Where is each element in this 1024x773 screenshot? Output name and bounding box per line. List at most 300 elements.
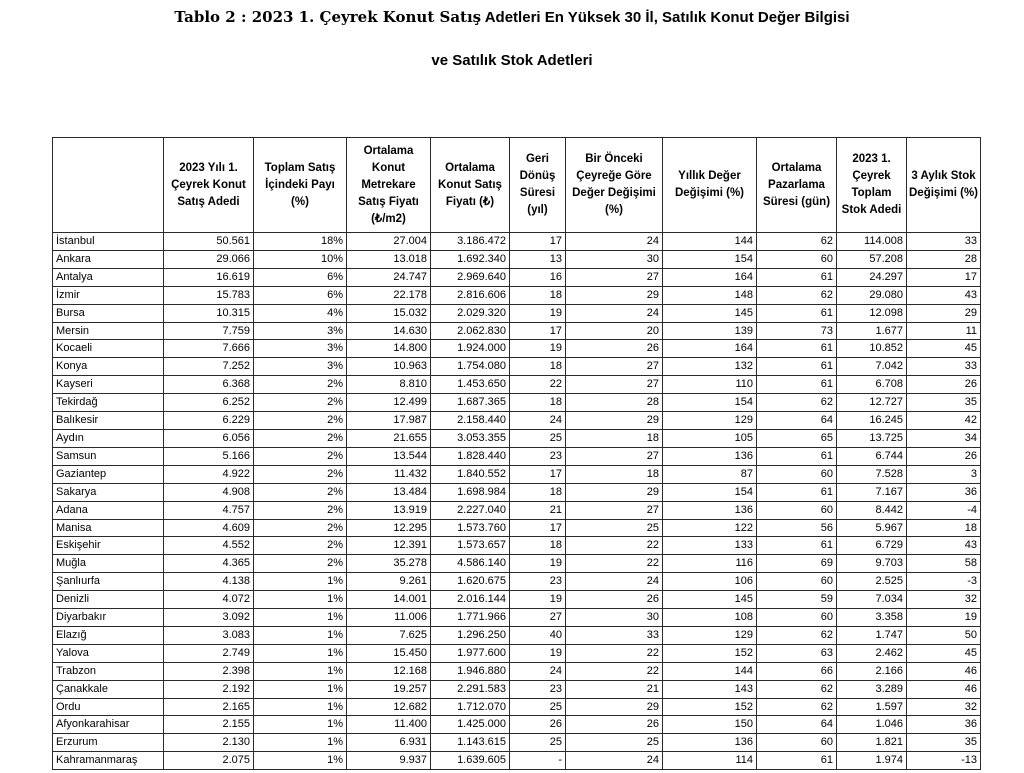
cell-province: Kocaeli — [53, 340, 164, 358]
cell-marketing-days: 73 — [757, 322, 837, 340]
cell-sales-share: 6% — [254, 286, 347, 304]
cell-marketing-days: 61 — [757, 483, 837, 501]
cell-sales-count: 2.398 — [164, 662, 254, 680]
cell-marketing-days: 59 — [757, 591, 837, 609]
cell-quarterly-change: 29 — [566, 412, 663, 430]
cell-province: Aydın — [53, 429, 164, 447]
cell-province: Antalya — [53, 268, 164, 286]
cell-stock-count: 8.442 — [837, 501, 907, 519]
cell-quarterly-change: 24 — [566, 304, 663, 322]
cell-stock-count: 1.974 — [837, 752, 907, 770]
cell-province: Afyonkarahisar — [53, 716, 164, 734]
cell-sales-share: 1% — [254, 734, 347, 752]
cell-sales-share: 1% — [254, 716, 347, 734]
cell-quarterly-change: 22 — [566, 555, 663, 573]
cell-sales-count: 2.749 — [164, 644, 254, 662]
cell-avg-price: 1.573.760 — [431, 519, 510, 537]
cell-province: Eskişehir — [53, 537, 164, 555]
table-row — [53, 752, 981, 770]
table-row — [53, 322, 981, 340]
cell-quarterly-change: 27 — [566, 501, 663, 519]
cell-payback-years: 18 — [510, 286, 566, 304]
cell-sales-share: 3% — [254, 358, 347, 376]
table-row — [53, 716, 981, 734]
cell-sqm-price: 19.257 — [347, 680, 431, 698]
cell-marketing-days: 60 — [757, 573, 837, 591]
cell-sales-share: 1% — [254, 591, 347, 609]
cell-marketing-days: 66 — [757, 662, 837, 680]
cell-quarterly-change: 20 — [566, 322, 663, 340]
cell-sales-count: 2.192 — [164, 680, 254, 698]
cell-sqm-price: 24.747 — [347, 268, 431, 286]
cell-province: Diyarbakır — [53, 609, 164, 627]
cell-payback-years: 19 — [510, 644, 566, 662]
column-header-payback-years: Geri Dönüş Süresi (yıl) — [510, 138, 566, 233]
cell-annual-change: 105 — [663, 429, 757, 447]
cell-avg-price: 1.639.605 — [431, 752, 510, 770]
cell-stock-count: 1.821 — [837, 734, 907, 752]
cell-avg-price: 1.425.000 — [431, 716, 510, 734]
cell-sales-count: 4.908 — [164, 483, 254, 501]
cell-stock-change: 26 — [907, 447, 981, 465]
cell-annual-change: 164 — [663, 340, 757, 358]
cell-province: Sakarya — [53, 483, 164, 501]
cell-quarterly-change: 29 — [566, 483, 663, 501]
table-row — [53, 644, 981, 662]
table-row — [53, 394, 981, 412]
cell-quarterly-change: 27 — [566, 447, 663, 465]
cell-marketing-days: 61 — [757, 268, 837, 286]
cell-payback-years: 21 — [510, 501, 566, 519]
cell-payback-years: 24 — [510, 412, 566, 430]
table-title-bold-part: Tablo 2 : 2023 1. Çeyrek Konut Satış — [174, 8, 482, 26]
cell-payback-years: 40 — [510, 626, 566, 644]
cell-quarterly-change: 27 — [566, 268, 663, 286]
cell-stock-change: 19 — [907, 609, 981, 627]
cell-marketing-days: 61 — [757, 752, 837, 770]
cell-province: Ordu — [53, 698, 164, 716]
column-header-sqm-price: Ortalama Konut Metrekare Satış Fiyatı (₺/m2) — [347, 138, 431, 233]
cell-province: Kayseri — [53, 376, 164, 394]
cell-sqm-price: 13.919 — [347, 501, 431, 519]
cell-province: Tekirdağ — [53, 394, 164, 412]
cell-province: Elazığ — [53, 626, 164, 644]
cell-sqm-price: 11.006 — [347, 609, 431, 627]
cell-stock-count: 3.289 — [837, 680, 907, 698]
cell-marketing-days: 62 — [757, 698, 837, 716]
cell-province: Konya — [53, 358, 164, 376]
table-row — [53, 626, 981, 644]
cell-quarterly-change: 25 — [566, 519, 663, 537]
cell-stock-count: 6.744 — [837, 447, 907, 465]
cell-annual-change: 144 — [663, 233, 757, 251]
cell-sqm-price: 27.004 — [347, 233, 431, 251]
cell-sqm-price: 17.987 — [347, 412, 431, 430]
cell-annual-change: 150 — [663, 716, 757, 734]
cell-province: Balıkesir — [53, 412, 164, 430]
cell-quarterly-change: 24 — [566, 752, 663, 770]
cell-avg-price: 1.977.600 — [431, 644, 510, 662]
cell-sqm-price: 12.295 — [347, 519, 431, 537]
cell-stock-change: 33 — [907, 358, 981, 376]
cell-sqm-price: 12.499 — [347, 394, 431, 412]
cell-quarterly-change: 24 — [566, 573, 663, 591]
cell-annual-change: 106 — [663, 573, 757, 591]
column-header-avg-price: Ortalama Konut Satış Fiyatı (₺) — [431, 138, 510, 233]
cell-sqm-price: 13.484 — [347, 483, 431, 501]
cell-sales-share: 6% — [254, 268, 347, 286]
cell-payback-years: 18 — [510, 537, 566, 555]
cell-stock-count: 7.528 — [837, 465, 907, 483]
cell-quarterly-change: 27 — [566, 358, 663, 376]
cell-annual-change: 108 — [663, 609, 757, 627]
cell-sales-count: 4.552 — [164, 537, 254, 555]
cell-avg-price: 3.186.472 — [431, 233, 510, 251]
cell-avg-price: 1.620.675 — [431, 573, 510, 591]
cell-sales-share: 2% — [254, 501, 347, 519]
cell-avg-price: 1.754.080 — [431, 358, 510, 376]
cell-stock-change: 46 — [907, 680, 981, 698]
cell-payback-years: 22 — [510, 376, 566, 394]
cell-sales-share: 18% — [254, 233, 347, 251]
table-row — [53, 573, 981, 591]
cell-stock-change: 34 — [907, 429, 981, 447]
cell-avg-price: 2.227.040 — [431, 501, 510, 519]
cell-stock-change: 17 — [907, 268, 981, 286]
cell-sqm-price: 13.544 — [347, 447, 431, 465]
cell-avg-price: 1.296.250 — [431, 626, 510, 644]
cell-stock-change: 58 — [907, 555, 981, 573]
cell-marketing-days: 60 — [757, 465, 837, 483]
cell-quarterly-change: 18 — [566, 465, 663, 483]
cell-sqm-price: 15.450 — [347, 644, 431, 662]
cell-marketing-days: 56 — [757, 519, 837, 537]
cell-payback-years: 27 — [510, 609, 566, 627]
cell-sales-count: 15.783 — [164, 286, 254, 304]
table-body — [53, 233, 981, 770]
cell-sales-share: 2% — [254, 555, 347, 573]
table-row — [53, 483, 981, 501]
cell-annual-change: 164 — [663, 268, 757, 286]
cell-annual-change: 114 — [663, 752, 757, 770]
cell-marketing-days: 64 — [757, 412, 837, 430]
cell-sales-share: 1% — [254, 573, 347, 591]
table-row — [53, 537, 981, 555]
cell-province: Muğla — [53, 555, 164, 573]
cell-sales-count: 3.083 — [164, 626, 254, 644]
province-housing-table — [52, 137, 981, 770]
cell-payback-years: 17 — [510, 465, 566, 483]
cell-stock-count: 29.080 — [837, 286, 907, 304]
cell-sqm-price: 12.391 — [347, 537, 431, 555]
cell-stock-change: 35 — [907, 394, 981, 412]
cell-payback-years: - — [510, 752, 566, 770]
cell-sales-share: 2% — [254, 394, 347, 412]
cell-annual-change: 152 — [663, 644, 757, 662]
header-row — [53, 138, 981, 233]
column-header-sales-share: Toplam Satış İçindeki Payı (%) — [254, 138, 347, 233]
cell-marketing-days: 62 — [757, 394, 837, 412]
table-title — [0, 8, 1024, 27]
cell-sales-share: 2% — [254, 376, 347, 394]
cell-stock-count: 114.008 — [837, 233, 907, 251]
cell-stock-count: 9.703 — [837, 555, 907, 573]
cell-quarterly-change: 28 — [566, 394, 663, 412]
cell-stock-count: 1.747 — [837, 626, 907, 644]
cell-sqm-price: 14.001 — [347, 591, 431, 609]
cell-sales-share: 1% — [254, 752, 347, 770]
cell-sqm-price: 10.963 — [347, 358, 431, 376]
cell-sales-share: 1% — [254, 698, 347, 716]
cell-sqm-price: 15.032 — [347, 304, 431, 322]
cell-stock-change: 32 — [907, 698, 981, 716]
cell-province: Erzurum — [53, 734, 164, 752]
column-header-province — [53, 138, 164, 233]
cell-sales-count: 3.092 — [164, 609, 254, 627]
cell-sqm-price: 7.625 — [347, 626, 431, 644]
cell-stock-change: 45 — [907, 340, 981, 358]
cell-sales-count: 29.066 — [164, 250, 254, 268]
cell-sales-count: 2.130 — [164, 734, 254, 752]
cell-sales-count: 7.252 — [164, 358, 254, 376]
cell-sqm-price: 35.278 — [347, 555, 431, 573]
cell-payback-years: 13 — [510, 250, 566, 268]
cell-annual-change: 132 — [663, 358, 757, 376]
cell-sales-count: 6.229 — [164, 412, 254, 430]
cell-province: İstanbul — [53, 233, 164, 251]
cell-stock-count: 7.167 — [837, 483, 907, 501]
column-header-annual-change: Yıllık Değer Değişimi (%) — [663, 138, 757, 233]
cell-payback-years: 25 — [510, 429, 566, 447]
cell-stock-change: 35 — [907, 734, 981, 752]
cell-payback-years: 25 — [510, 698, 566, 716]
cell-avg-price: 1.924.000 — [431, 340, 510, 358]
table-row — [53, 358, 981, 376]
cell-sales-share: 10% — [254, 250, 347, 268]
cell-stock-change: 36 — [907, 483, 981, 501]
cell-stock-change: 18 — [907, 519, 981, 537]
cell-annual-change: 154 — [663, 483, 757, 501]
cell-sales-count: 4.757 — [164, 501, 254, 519]
cell-quarterly-change: 33 — [566, 626, 663, 644]
cell-marketing-days: 61 — [757, 376, 837, 394]
cell-province: Denizli — [53, 591, 164, 609]
cell-annual-change: 122 — [663, 519, 757, 537]
cell-stock-change: 33 — [907, 233, 981, 251]
cell-quarterly-change: 29 — [566, 698, 663, 716]
cell-province: Çanakkale — [53, 680, 164, 698]
cell-sales-count: 6.368 — [164, 376, 254, 394]
cell-avg-price: 2.016.144 — [431, 591, 510, 609]
cell-annual-change: 145 — [663, 591, 757, 609]
cell-stock-count: 13.725 — [837, 429, 907, 447]
cell-marketing-days: 64 — [757, 716, 837, 734]
cell-sales-count: 7.666 — [164, 340, 254, 358]
cell-avg-price: 2.816.606 — [431, 286, 510, 304]
cell-sqm-price: 9.261 — [347, 573, 431, 591]
cell-annual-change: 143 — [663, 680, 757, 698]
cell-stock-change: 28 — [907, 250, 981, 268]
cell-annual-change: 154 — [663, 394, 757, 412]
cell-annual-change: 152 — [663, 698, 757, 716]
cell-marketing-days: 62 — [757, 626, 837, 644]
cell-stock-change: 43 — [907, 537, 981, 555]
cell-sales-share: 2% — [254, 447, 347, 465]
cell-avg-price: 3.053.355 — [431, 429, 510, 447]
cell-quarterly-change: 22 — [566, 537, 663, 555]
cell-sales-count: 16.619 — [164, 268, 254, 286]
cell-sales-share: 2% — [254, 519, 347, 537]
cell-stock-count: 57.208 — [837, 250, 907, 268]
cell-stock-count: 24.297 — [837, 268, 907, 286]
cell-sqm-price: 11.400 — [347, 716, 431, 734]
cell-quarterly-change: 29 — [566, 286, 663, 304]
cell-stock-change: 46 — [907, 662, 981, 680]
table-row — [53, 268, 981, 286]
cell-sqm-price: 22.178 — [347, 286, 431, 304]
table-row — [53, 609, 981, 627]
cell-sales-count: 4.609 — [164, 519, 254, 537]
cell-stock-count: 3.358 — [837, 609, 907, 627]
cell-avg-price: 1.771.966 — [431, 609, 510, 627]
cell-stock-change: -3 — [907, 573, 981, 591]
cell-stock-count: 2.525 — [837, 573, 907, 591]
cell-avg-price: 2.291.583 — [431, 680, 510, 698]
cell-payback-years: 17 — [510, 322, 566, 340]
cell-sales-count: 6.252 — [164, 394, 254, 412]
cell-marketing-days: 61 — [757, 537, 837, 555]
cell-avg-price: 1.840.552 — [431, 465, 510, 483]
cell-payback-years: 23 — [510, 680, 566, 698]
cell-quarterly-change: 26 — [566, 591, 663, 609]
table-row — [53, 250, 981, 268]
cell-avg-price: 1.946.880 — [431, 662, 510, 680]
cell-payback-years: 25 — [510, 734, 566, 752]
cell-payback-years: 19 — [510, 591, 566, 609]
cell-sales-share: 3% — [254, 322, 347, 340]
table-row — [53, 501, 981, 519]
table-row — [53, 376, 981, 394]
cell-marketing-days: 60 — [757, 734, 837, 752]
cell-payback-years: 18 — [510, 394, 566, 412]
cell-avg-price: 1.573.657 — [431, 537, 510, 555]
cell-stock-change: 26 — [907, 376, 981, 394]
column-header-sales-count: 2023 Yılı 1. Çeyrek Konut Satış Adedi — [164, 138, 254, 233]
cell-payback-years: 23 — [510, 447, 566, 465]
cell-sales-share: 2% — [254, 537, 347, 555]
cell-sales-share: 1% — [254, 662, 347, 680]
cell-payback-years: 24 — [510, 662, 566, 680]
cell-stock-change: 42 — [907, 412, 981, 430]
cell-stock-change: 50 — [907, 626, 981, 644]
cell-quarterly-change: 22 — [566, 662, 663, 680]
cell-quarterly-change: 25 — [566, 734, 663, 752]
cell-payback-years: 17 — [510, 519, 566, 537]
column-header-marketing-days: Ortalama Pazarlama Süresi (gün) — [757, 138, 837, 233]
cell-annual-change: 133 — [663, 537, 757, 555]
cell-sales-count: 4.072 — [164, 591, 254, 609]
cell-avg-price: 1.453.650 — [431, 376, 510, 394]
cell-avg-price: 2.158.440 — [431, 412, 510, 430]
cell-sales-count: 7.759 — [164, 322, 254, 340]
cell-sales-share: 4% — [254, 304, 347, 322]
cell-annual-change: 116 — [663, 555, 757, 573]
cell-quarterly-change: 22 — [566, 644, 663, 662]
cell-sales-share: 2% — [254, 483, 347, 501]
cell-avg-price: 4.586.140 — [431, 555, 510, 573]
cell-marketing-days: 62 — [757, 233, 837, 251]
table-row — [53, 698, 981, 716]
table-row — [53, 233, 981, 251]
cell-stock-count: 1.597 — [837, 698, 907, 716]
cell-annual-change: 87 — [663, 465, 757, 483]
cell-annual-change: 154 — [663, 250, 757, 268]
cell-annual-change: 139 — [663, 322, 757, 340]
cell-stock-change: -4 — [907, 501, 981, 519]
cell-stock-count: 12.727 — [837, 394, 907, 412]
cell-stock-change: 11 — [907, 322, 981, 340]
cell-sales-count: 2.075 — [164, 752, 254, 770]
table-row — [53, 304, 981, 322]
cell-stock-count: 6.708 — [837, 376, 907, 394]
cell-quarterly-change: 26 — [566, 340, 663, 358]
cell-stock-change: 36 — [907, 716, 981, 734]
cell-quarterly-change: 30 — [566, 250, 663, 268]
cell-sales-count: 4.922 — [164, 465, 254, 483]
cell-quarterly-change: 21 — [566, 680, 663, 698]
cell-sales-count: 5.166 — [164, 447, 254, 465]
cell-quarterly-change: 30 — [566, 609, 663, 627]
cell-annual-change: 144 — [663, 662, 757, 680]
cell-province: Ankara — [53, 250, 164, 268]
cell-sales-count: 6.056 — [164, 429, 254, 447]
cell-sales-share: 2% — [254, 465, 347, 483]
cell-sqm-price: 13.018 — [347, 250, 431, 268]
column-header-quarterly-change: Bir Önceki Çeyreğe Göre Değer Değişimi (%) — [566, 138, 663, 233]
cell-stock-count: 5.967 — [837, 519, 907, 537]
cell-stock-count: 7.042 — [837, 358, 907, 376]
cell-province: Bursa — [53, 304, 164, 322]
table-subtitle: ve Satılık Stok Adetleri — [431, 52, 593, 69]
cell-marketing-days: 62 — [757, 286, 837, 304]
cell-avg-price: 2.029.320 — [431, 304, 510, 322]
cell-sales-share: 2% — [254, 429, 347, 447]
cell-payback-years: 19 — [510, 340, 566, 358]
cell-stock-count: 7.034 — [837, 591, 907, 609]
cell-province: Trabzon — [53, 662, 164, 680]
cell-avg-price: 1.687.365 — [431, 394, 510, 412]
table-row — [53, 286, 981, 304]
cell-sqm-price: 11.432 — [347, 465, 431, 483]
cell-annual-change: 129 — [663, 412, 757, 430]
cell-marketing-days: 60 — [757, 250, 837, 268]
cell-marketing-days: 61 — [757, 340, 837, 358]
cell-stock-change: -13 — [907, 752, 981, 770]
table-row — [53, 662, 981, 680]
cell-stock-change: 32 — [907, 591, 981, 609]
cell-province: Manisa — [53, 519, 164, 537]
cell-sales-count: 4.365 — [164, 555, 254, 573]
cell-payback-years: 17 — [510, 233, 566, 251]
cell-sqm-price: 8.810 — [347, 376, 431, 394]
cell-stock-count: 12.098 — [837, 304, 907, 322]
cell-stock-change: 45 — [907, 644, 981, 662]
cell-province: Mersin — [53, 322, 164, 340]
cell-marketing-days: 61 — [757, 358, 837, 376]
cell-payback-years: 26 — [510, 716, 566, 734]
cell-quarterly-change: 18 — [566, 429, 663, 447]
cell-sales-share: 1% — [254, 680, 347, 698]
